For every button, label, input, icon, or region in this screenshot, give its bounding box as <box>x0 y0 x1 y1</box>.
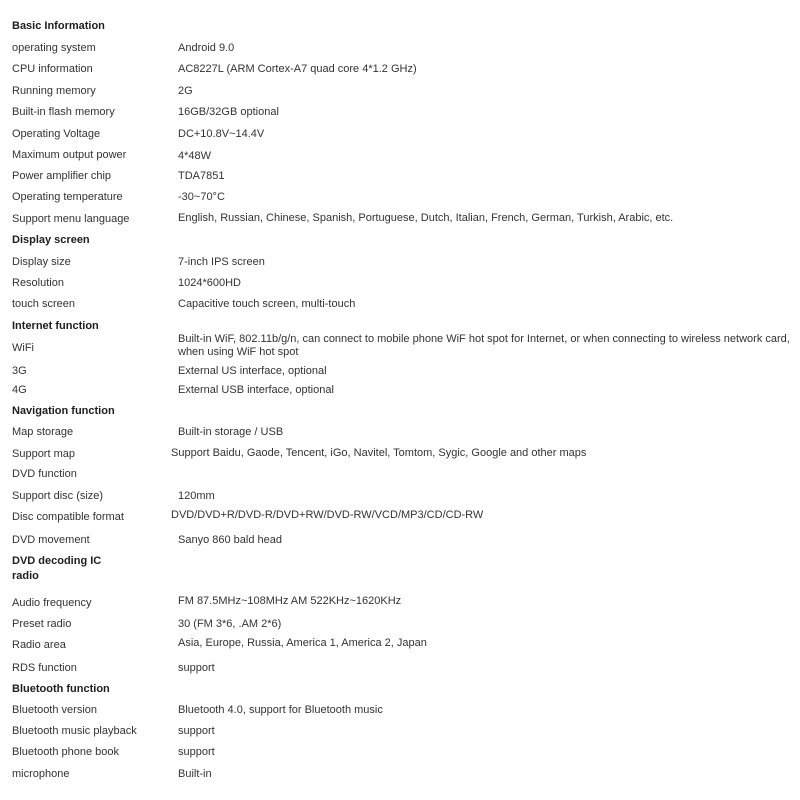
spec-label: Map storage <box>12 426 74 438</box>
spec-label: Preset radio <box>12 618 72 630</box>
section-heading: Bluetooth function <box>12 683 110 695</box>
spec-value: AC8227L (ARM Cortex-A7 quad core 4*1.2 GHz) <box>178 63 417 75</box>
spec-label: microphone <box>12 768 70 780</box>
spec-label: 3G <box>12 365 27 377</box>
spec-value: External USB interface, optional <box>178 384 334 396</box>
spec-label: Built-in flash memory <box>12 106 115 118</box>
spec-value: support <box>178 746 215 758</box>
spec-label: Bluetooth music playback <box>12 725 137 737</box>
spec-value: Support Baidu, Gaode, Tencent, iGo, Navitel, Tomtom, Sygic, Google and other maps <box>171 447 587 459</box>
section-heading: Navigation function <box>12 405 115 417</box>
spec-value: support <box>178 725 215 737</box>
spec-value: External US interface, optional <box>178 365 327 377</box>
spec-label: Disc compatible format <box>12 511 124 523</box>
spec-label: DVD function <box>12 468 77 480</box>
spec-label: Power amplifier chip <box>12 170 112 182</box>
spec-value: TDA7851 <box>178 170 225 182</box>
spec-label: RDS function <box>12 662 77 674</box>
spec-value: Asia, Europe, Russia, America 1, America 2, Japan <box>178 637 427 649</box>
spec-label: Radio area <box>12 639 66 651</box>
spec-label: Support map <box>12 448 75 460</box>
spec-value: Android 9.0 <box>178 42 235 54</box>
spec-label: CPU information <box>12 63 93 75</box>
spec-label: Audio frequency <box>12 597 92 609</box>
spec-value: Built-in <box>178 768 212 780</box>
spec-value: English, Russian, Chinese, Spanish, Portuguese, Dutch, Italian, French, German, Turkish, Arabic, etc. <box>178 212 674 224</box>
spec-label: Display size <box>12 256 71 268</box>
spec-value: FM 87.5MHz~108MHz AM 522KHz~1620KHz <box>178 595 402 607</box>
spec-label: touch screen <box>12 298 75 310</box>
spec-value: Sanyo 860 bald head <box>178 534 282 546</box>
spec-value: Capacitive touch screen, multi-touch <box>178 298 356 310</box>
spec-label: operating system <box>12 42 96 54</box>
spec-value: -30~70°C <box>178 191 225 203</box>
spec-value: 7-inch IPS screen <box>178 256 265 268</box>
spec-value: 120mm <box>178 490 215 502</box>
spec-value: support <box>178 662 215 674</box>
spec-label: 4G <box>12 384 27 396</box>
spec-label: Bluetooth version <box>12 704 97 716</box>
spec-value: Bluetooth 4.0, support for Bluetooth music <box>178 704 383 716</box>
spec-label: Support menu language <box>12 213 130 225</box>
section-heading: Internet function <box>12 320 99 332</box>
spec-label: DVD movement <box>12 534 90 546</box>
spec-value: DVD/DVD+R/DVD-R/DVD+RW/DVD-RW/VCD/MP3/CD/CD-RW <box>171 509 484 521</box>
section-heading: Basic Information <box>12 20 105 32</box>
spec-label: Support disc (size) <box>12 490 104 502</box>
spec-value: 1024*600HD <box>178 277 241 289</box>
spec-label: Maximum output power <box>12 149 127 161</box>
spec-value: Built-in WiF, 802.11b/g/n, can connect to mobile phone WiF hot spot for Internet, or when connecting to wireless network card, when using WiF hot spot <box>178 333 790 358</box>
spec-value: 2G <box>178 85 193 97</box>
spec-label: Operating Voltage <box>12 128 101 140</box>
spec-value: 30 (FM 3*6, .AM 2*6) <box>178 618 282 630</box>
spec-label: Bluetooth phone book <box>12 746 120 758</box>
spec-value: 4*48W <box>178 150 212 162</box>
spec-label: Running memory <box>12 85 96 97</box>
spec-value: Built-in storage / USB <box>178 426 284 438</box>
spec-label: Operating temperature <box>12 191 123 203</box>
spec-value: 16GB/32GB optional <box>178 106 279 118</box>
spec-label: Resolution <box>12 277 64 289</box>
spec-label: WiFi <box>12 342 34 354</box>
section-heading: DVD decoding IC <box>12 555 102 567</box>
spec-value: DC+10.8V~14.4V <box>178 128 265 140</box>
section-heading: Display screen <box>12 234 90 246</box>
section-heading: radio <box>12 570 39 582</box>
